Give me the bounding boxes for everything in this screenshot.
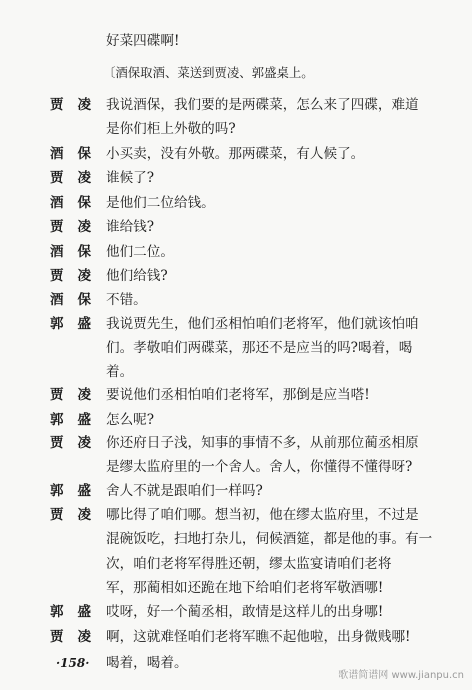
- speaker-name: 酒保: [50, 146, 105, 162]
- speaker-name: 贾凌: [50, 435, 105, 451]
- dialogue-line: [0, 241, 472, 263]
- dialogue-text: 不错。: [106, 292, 147, 308]
- dialogue-line: [0, 601, 472, 623]
- dialogue-text: 你还府日子浅，知事的事情不多，从前那位蔺丞相原: [106, 435, 419, 451]
- speaker-name: 贾凌: [50, 507, 105, 523]
- continuation-line: [0, 30, 472, 52]
- dialogue-text: 是缪太监府里的一个舍人。舍人，你懂得不懂得呀?: [106, 459, 413, 475]
- dialogue-text: 小买卖，没有外敬。那两碟菜，有人候了。: [106, 146, 365, 162]
- speaker-name: 郭盛: [50, 412, 105, 428]
- speaker-name: 贾凌: [50, 268, 105, 284]
- speaker-name: 郭盛: [50, 483, 105, 499]
- dialogue-text: 们。孝敬咱们两碟菜，那还不是应当的吗?喝着，喝: [106, 340, 413, 356]
- dialogue-line: [0, 143, 472, 165]
- dialogue-text: 哪比得了咱们哪。想当初，他在缪太监府里，不过是: [106, 507, 419, 523]
- watermark: 歌谱简谱网 www.jianpu.cn: [338, 670, 464, 681]
- speaker-name: 贾凌: [50, 97, 105, 113]
- dialogue-text: 着。: [106, 364, 134, 380]
- page-number: ·158·: [56, 656, 90, 670]
- speaker-name: 郭盛: [50, 604, 105, 620]
- dialogue-text: 啊，这就难怪咱们老将军瞧不起他啦，出身微贱哪!: [106, 629, 411, 645]
- speaker-name: 酒保: [50, 195, 105, 211]
- dialogue-line: [0, 409, 472, 431]
- dialogue-text: 要说他们丞相怕咱们老将军，那倒是应当嗒!: [106, 387, 370, 403]
- dialogue-line: [0, 192, 472, 214]
- dialogue-text: 舍人不就是跟咱们一样吗?: [106, 483, 263, 499]
- speaker-name: 酒保: [50, 292, 105, 308]
- dialogue-line: [0, 313, 472, 335]
- continuation-line: [0, 456, 472, 478]
- dialogue-text: 谁给钱?: [106, 219, 155, 235]
- speaker-name: 酒保: [50, 244, 105, 260]
- continuation-line: [0, 577, 472, 599]
- continuation-line: [0, 361, 472, 383]
- dialogue-text: 他们给钱?: [106, 268, 168, 284]
- dialogue-text: 怎么呢?: [106, 412, 155, 428]
- dialogue-line: [0, 265, 472, 287]
- dialogue-line: [0, 289, 472, 311]
- dialogue-line: [0, 480, 472, 502]
- dialogue-line: [0, 384, 472, 406]
- speaker-name: 贾凌: [50, 170, 105, 186]
- dialogue-line: [0, 216, 472, 238]
- stage-direction: 〔酒保取酒、菜送到贾凌、郭盛桌上。: [103, 65, 314, 80]
- dialogue-text: 喝着，喝着。: [106, 655, 188, 671]
- continuation-line: [0, 337, 472, 359]
- speaker-name: 郭盛: [50, 316, 105, 332]
- dialogue-line: [0, 94, 472, 116]
- dialogue-text: 好菜四碟啊!: [106, 33, 180, 49]
- dialogue-line: [0, 504, 472, 526]
- dialogue-text: 军，那蔺相如还跪在地下给咱们老将军敬酒哪!: [106, 580, 384, 596]
- dialogue-text: 是你们柜上外敬的吗?: [106, 121, 236, 137]
- dialogue-text: 是他们二位给钱。: [106, 195, 215, 211]
- dialogue-text: 我说酒保，我们要的是两碟菜，怎么来了四碟，难道: [106, 97, 419, 113]
- dialogue-line: [0, 432, 472, 454]
- dialogue-line: [0, 626, 472, 648]
- dialogue-text: 谁候了?: [106, 170, 155, 186]
- speaker-name: 贾凌: [50, 629, 105, 645]
- dialogue-line: [0, 167, 472, 189]
- continuation-line: [0, 553, 472, 575]
- dialogue-text: 混碗饭吃，扫地打杂儿，伺候酒筵，都是他的事。有一: [106, 531, 433, 547]
- continuation-line: [0, 118, 472, 140]
- dialogue-text: 次，咱们老将军得胜还朝，缪太监宴请咱们老将: [106, 556, 392, 572]
- dialogue-text: 他们二位。: [106, 244, 174, 260]
- speaker-name: 贾凌: [50, 387, 105, 403]
- dialogue-text: 哎呀，好一个蔺丞相，敢情是这样儿的出身哪!: [106, 604, 384, 620]
- continuation-line: [0, 528, 472, 550]
- dialogue-text: 我说贾先生，他们丞相怕咱们老将军，他们就该怕咱: [106, 316, 419, 332]
- continuation-line: [0, 62, 472, 84]
- speaker-name: 贾凌: [50, 219, 105, 235]
